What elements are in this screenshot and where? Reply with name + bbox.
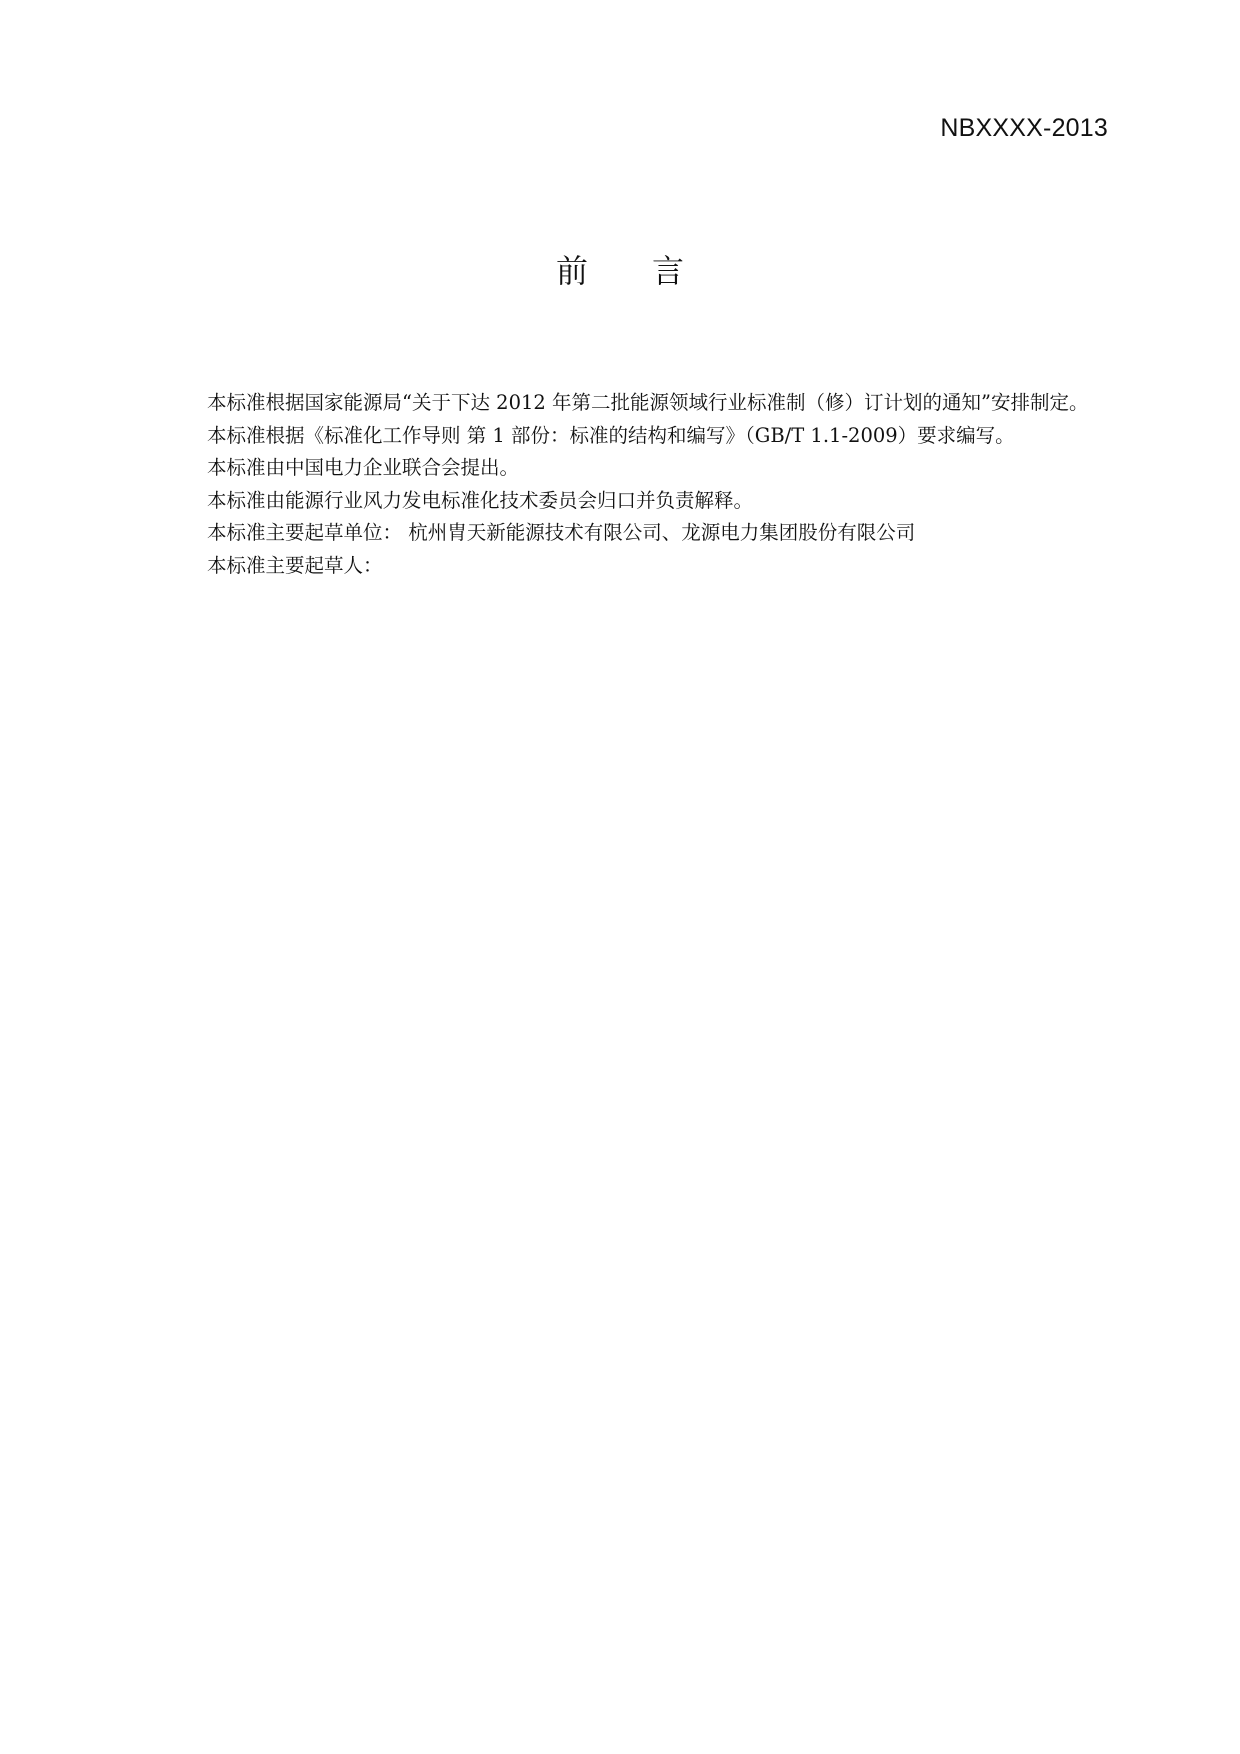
document-code: NBXXXX-2013 xyxy=(940,114,1108,142)
paragraph-responsible-committee: 本标准由能源行业风力发电标准化技术委员会归口并负责解释。 xyxy=(207,488,754,512)
paragraph-drafting-units: 本标准主要起草单位： 杭州胄天新能源技术有限公司、龙源电力集团股份有限公司 xyxy=(207,521,916,544)
paragraph-drafters: 本标准主要起草人： xyxy=(207,553,383,577)
foreword-body xyxy=(168,387,1128,582)
paragraph-drafting-rules: 本标准根据《标准化工作导则 第 1 部份：标准的结构和编写》（GB/T 1.1-2009）要求编写。 xyxy=(207,423,1015,447)
paragraph-proposer: 本标准由中国电力企业联合会提出。 xyxy=(207,456,520,479)
paragraph-plan-basis: 本标准根据国家能源局“关于下达 2012 年第二批能源领域行业标准制（修）订计划的通知”安排制定。 xyxy=(207,391,1089,414)
page-title xyxy=(0,246,1240,292)
title-char-2: 言 xyxy=(652,252,685,290)
title-char-1: 前 xyxy=(555,252,588,290)
